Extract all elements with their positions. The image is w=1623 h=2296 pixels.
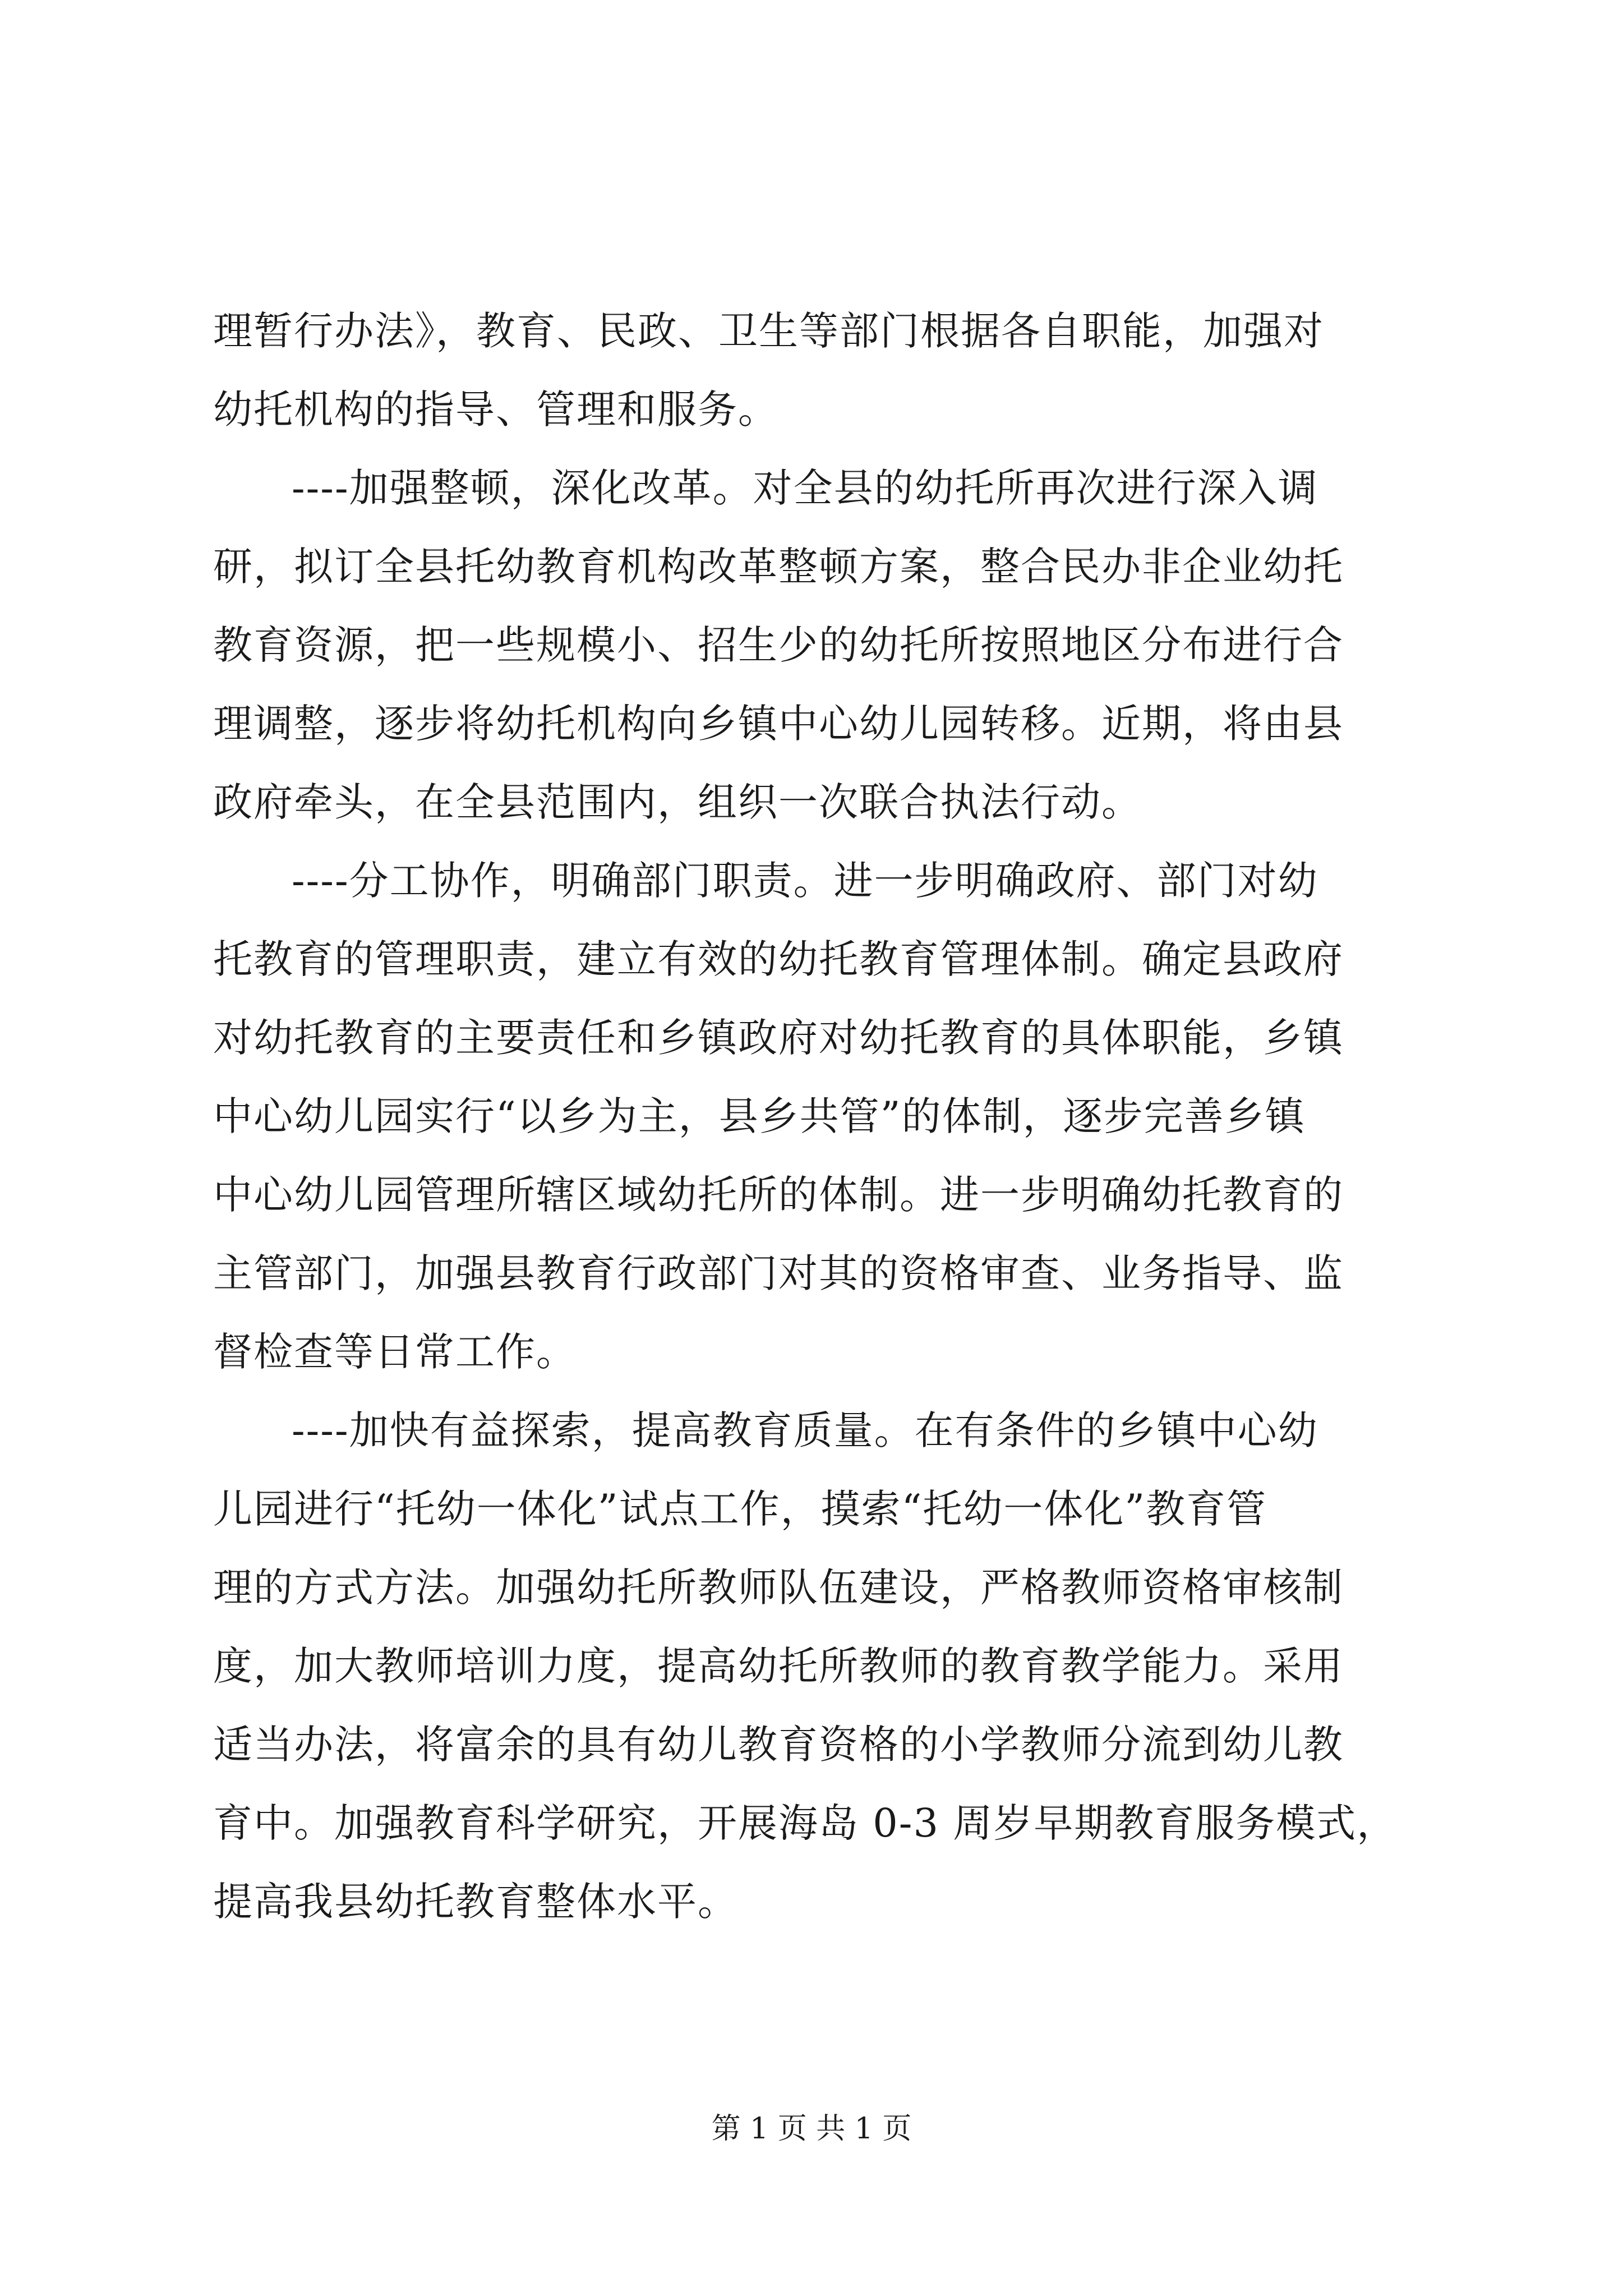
text-line: 政府牵头，在全县范围内，组织一次联合执法行动。 <box>213 779 1142 825</box>
text-line: 托教育的管理职责，建立有效的幼托教育管理体制。确定县政府 <box>213 936 1344 982</box>
text-line: 育中。加强教育科学研究，开展海岛 0-3 周岁早期教育服务模式， <box>213 1800 1398 1846</box>
text-line: ----加快有益探索，提高教育质量。在有条件的乡镇中心幼 <box>292 1407 1318 1453</box>
text-line: 理暂行办法》，教育、民政、卫生等部门根据各自职能，加强对 <box>213 308 1324 354</box>
text-line: ----分工协作，明确部门职责。进一步明确政府、部门对幼 <box>292 858 1318 904</box>
text-line: 提高我县幼托教育整体水平。 <box>213 1879 738 1925</box>
text-line: 主管部门，加强县教育行政部门对其的资格审查、业务指导、监 <box>213 1250 1344 1296</box>
text-line: 教育资源，把一些规模小、招生少的幼托所按照地区分布进行合 <box>213 622 1344 668</box>
text-line: 中心幼儿园管理所辖区域幼托所的体制。进一步明确幼托教育的 <box>213 1172 1344 1218</box>
text-line: 理调整，逐步将幼托机构向乡镇中心幼儿园转移。近期，将由县 <box>213 701 1344 747</box>
text-line: ----加强整顿，深化改革。对全县的幼托所再次进行深入调 <box>292 465 1318 511</box>
page-footer: 第 1 页 共 1 页 <box>711 2112 912 2146</box>
text-line: 理的方式方法。加强幼托所教师队伍建设，严格教师资格审核制 <box>213 1565 1344 1611</box>
text-line: 度，加大教师培训力度，提高幼托所教师的教育教学能力。采用 <box>213 1643 1344 1689</box>
text-line: 幼托机构的指导、管理和服务。 <box>213 386 778 432</box>
text-line: 适当办法，将富余的具有幼儿教育资格的小学教师分流到幼儿教 <box>213 1722 1344 1768</box>
document-body <box>213 292 1410 1941</box>
text-line: 对幼托教育的主要责任和乡镇政府对幼托教育的具体职能，乡镇 <box>213 1015 1344 1061</box>
text-line: 督检查等日常工作。 <box>213 1329 577 1375</box>
text-line: 中心幼儿园实行“以乡为主，县乡共管”的体制，逐步完善乡镇 <box>213 1093 1306 1139</box>
text-line: 研，拟订全县托幼教育机构改革整顿方案，整合民办非企业幼托 <box>213 544 1344 590</box>
text-line: 儿园进行“托幼一体化”试点工作，摸索“托幼一体化”教育管 <box>213 1486 1267 1532</box>
